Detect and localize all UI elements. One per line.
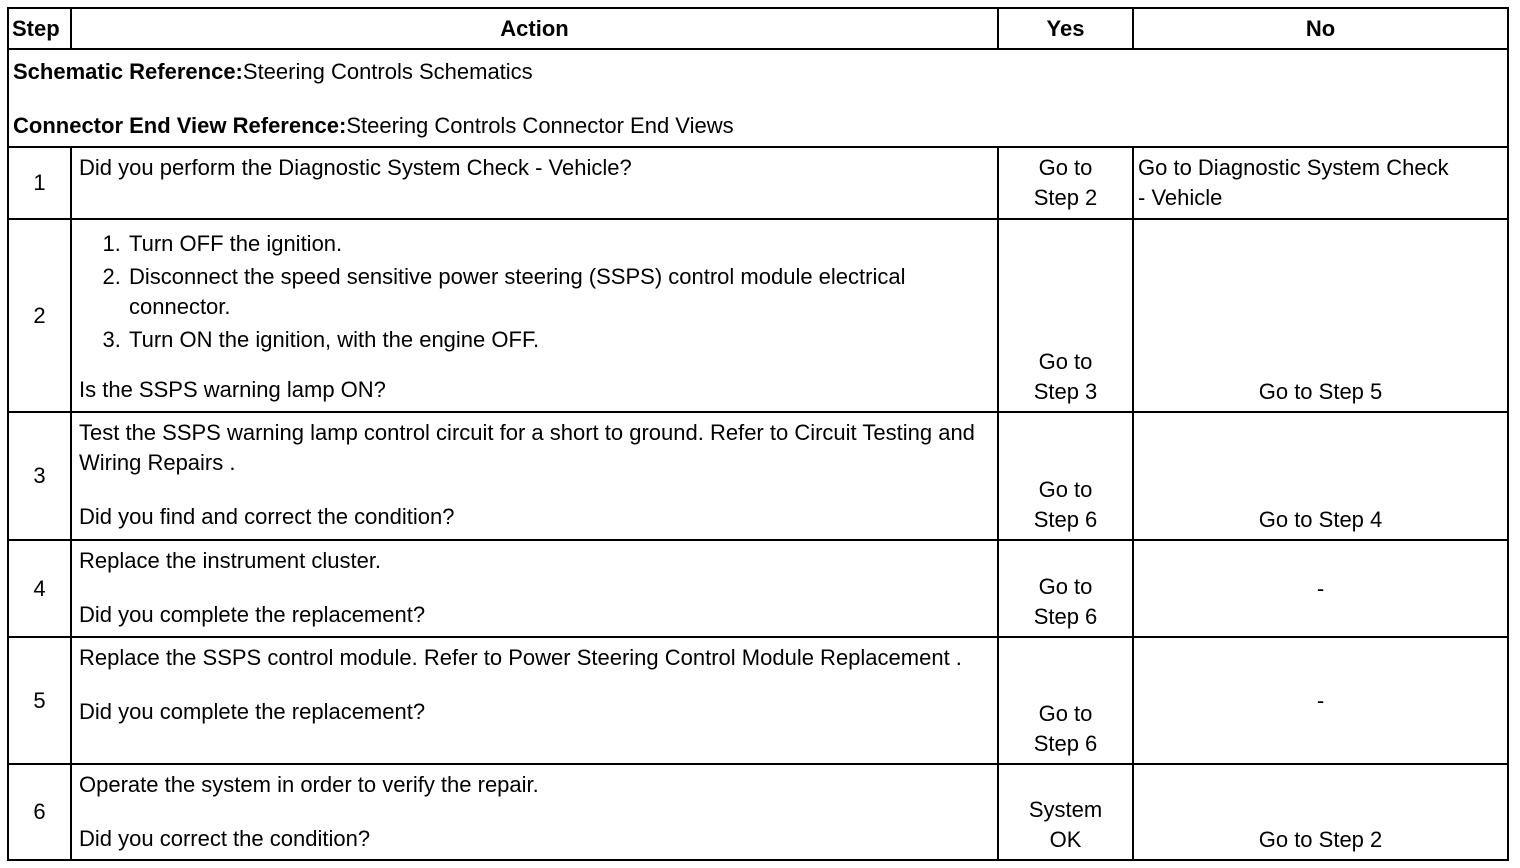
action-list-item: 2. Disconnect the speed sensitive power steering (SSPS) control module electrical connector. xyxy=(127,262,991,322)
step-number: 4 xyxy=(8,540,71,637)
no-line-1: Go to Diagnostic System Check xyxy=(1138,155,1449,180)
yes-link[interactable] xyxy=(1002,153,1129,213)
action-question: Did you find and correct the condition? xyxy=(79,504,455,529)
yes-cell xyxy=(998,540,1133,637)
table-row xyxy=(8,147,1508,219)
no-cell xyxy=(1133,764,1508,860)
no-cell xyxy=(1133,147,1508,219)
header-action: Action xyxy=(71,8,998,49)
no-link[interactable]: Go to Step 2 xyxy=(1258,827,1383,852)
yes-line-1: System xyxy=(1028,797,1103,822)
no-cell xyxy=(1133,637,1508,764)
diagnostic-table xyxy=(7,7,1509,861)
header-step: Step xyxy=(8,8,71,49)
yes-link[interactable] xyxy=(1002,347,1129,407)
step-number: 3 xyxy=(8,412,71,540)
action-cell xyxy=(71,219,998,412)
connector-reference-label: Connector End View Reference: xyxy=(13,113,347,138)
action-cell xyxy=(71,412,998,540)
action-text: Test the SSPS warning lamp control circuit for a short to ground. Refer to Circuit Testing and Wiring Repairs . xyxy=(79,420,975,475)
no-cell xyxy=(1133,219,1508,412)
table-row xyxy=(8,764,1508,860)
action-text: Operate the system in order to verify the repair. xyxy=(79,772,539,797)
no-line-2: - Vehicle xyxy=(1138,185,1223,210)
no-link[interactable] xyxy=(1138,153,1503,213)
yes-link[interactable] xyxy=(1002,572,1129,632)
no-value: - xyxy=(1316,687,1325,713)
action-step-list xyxy=(79,229,991,355)
action-cell xyxy=(71,540,998,637)
yes-cell xyxy=(998,412,1133,540)
action-list-item: 3. Turn ON the ignition, with the engine OFF. xyxy=(127,325,991,355)
yes-line-2: Step 6 xyxy=(1033,604,1098,629)
step-number: 6 xyxy=(8,764,71,860)
yes-link[interactable] xyxy=(1002,475,1129,535)
action-text: Replace the instrument cluster. xyxy=(79,548,382,573)
yes-line-1: Go to xyxy=(1038,155,1093,180)
action-cell xyxy=(71,764,998,860)
connector-reference xyxy=(13,112,1503,139)
reference-row xyxy=(8,49,1508,147)
no-link[interactable]: Go to Step 5 xyxy=(1258,379,1383,404)
yes-line-2: Step 6 xyxy=(1033,507,1098,532)
header-row xyxy=(8,8,1508,49)
connector-reference-link[interactable]: Steering Controls Connector End Views xyxy=(346,113,734,138)
no-link[interactable]: Go to Step 4 xyxy=(1258,507,1383,532)
no-value: - xyxy=(1316,575,1325,601)
yes-cell xyxy=(998,637,1133,764)
yes-cell xyxy=(998,147,1133,219)
table-row xyxy=(8,540,1508,637)
reference-cell xyxy=(8,49,1508,147)
yes-line-2: OK xyxy=(1049,827,1082,852)
schematic-reference-link[interactable]: Steering Controls Schematics xyxy=(242,59,533,84)
no-cell xyxy=(1133,412,1508,540)
action-cell xyxy=(71,637,998,764)
yes-line-2: Step 6 xyxy=(1033,731,1098,756)
action-list-item: 1. Turn OFF the ignition. xyxy=(127,229,991,259)
action-question: Did you correct the condition? xyxy=(79,826,371,851)
schematic-reference-label: Schematic Reference: xyxy=(13,59,243,84)
yes-line-2: Step 3 xyxy=(1033,379,1098,404)
yes-cell xyxy=(998,764,1133,860)
action-question: Did you complete the replacement? xyxy=(79,602,426,627)
yes-line-2: Step 2 xyxy=(1033,185,1098,210)
schematic-reference xyxy=(13,58,1503,85)
table-row xyxy=(8,219,1508,412)
header-yes: Yes xyxy=(998,8,1133,49)
yes-line-1: Go to xyxy=(1038,349,1093,374)
action-question: Did you complete the replacement? xyxy=(79,699,426,724)
table-row xyxy=(8,412,1508,540)
header-no: No xyxy=(1133,8,1508,49)
table-row xyxy=(8,637,1508,764)
step-number: 1 xyxy=(8,147,71,219)
step-number: 5 xyxy=(8,637,71,764)
yes-line-1: Go to xyxy=(1038,574,1093,599)
yes-cell xyxy=(998,219,1133,412)
action-text: Replace the SSPS control module. Refer to Power Steering Control Module Replacement . xyxy=(79,645,962,670)
yes-line-1: Go to xyxy=(1038,701,1093,726)
yes-line-1: Go to xyxy=(1038,477,1093,502)
action-question: Is the SSPS warning lamp ON? xyxy=(79,377,386,402)
yes-link[interactable] xyxy=(1002,699,1129,759)
action-cell xyxy=(71,147,998,219)
yes-value xyxy=(1002,795,1129,855)
step-number: 2 xyxy=(8,219,71,412)
no-cell xyxy=(1133,540,1508,637)
action-text: Did you perform the Diagnostic System Check - Vehicle? xyxy=(79,155,632,180)
